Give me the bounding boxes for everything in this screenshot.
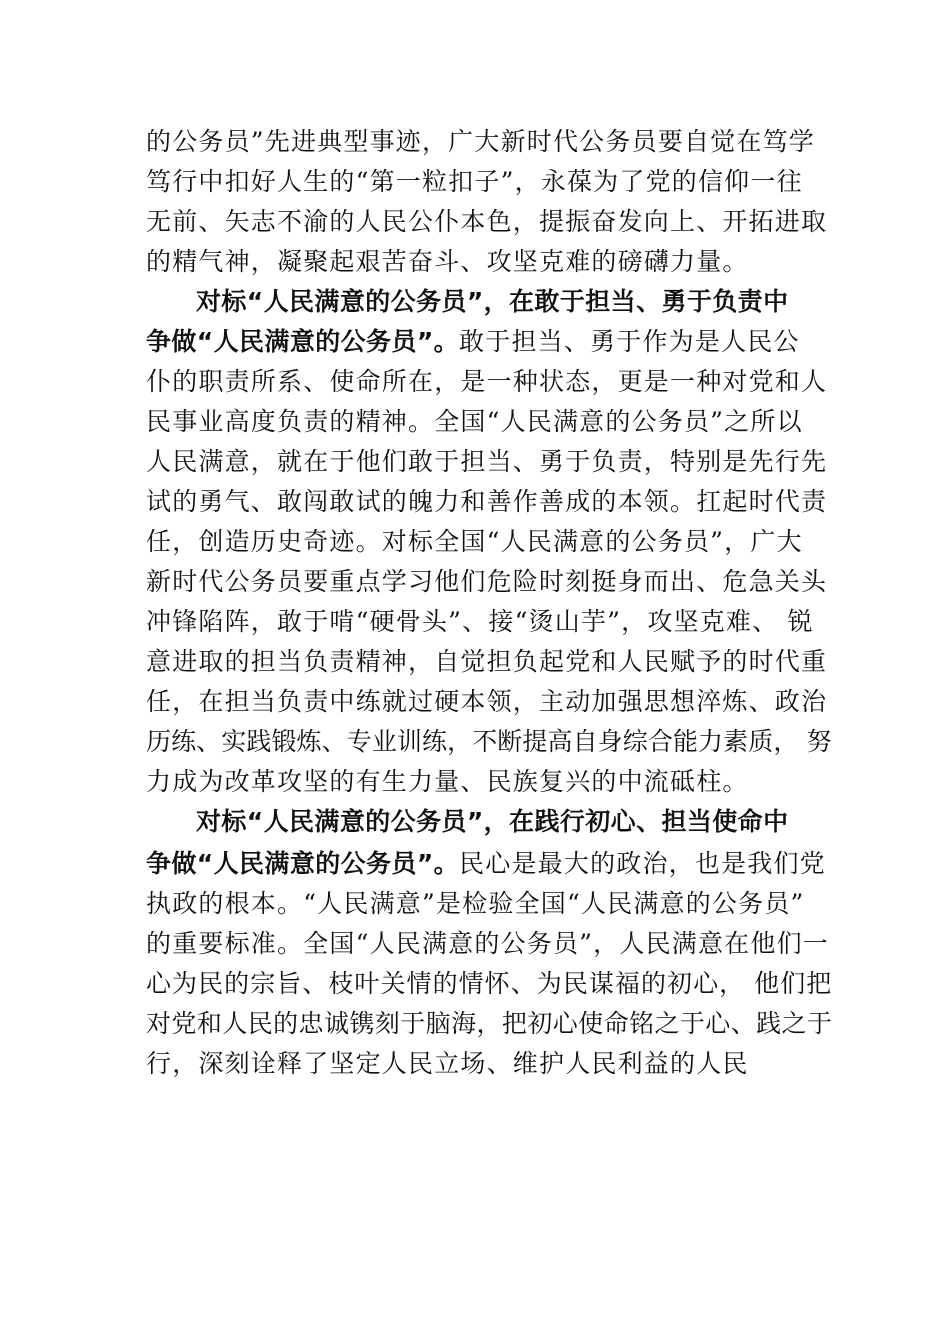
body-text-line: 任，创造历史奇迹。对标全国“人民满意的公务员”，广大 xyxy=(146,527,803,556)
body-text-fragment: 敢于担当、勇于作为是人民公 xyxy=(459,327,800,356)
body-text-line: 任，在担当负责中练就过硬本领，主动加强思想淬炼、政治 xyxy=(146,687,828,716)
body-text-line xyxy=(146,327,800,357)
body-text-line xyxy=(146,849,826,879)
body-text-line: 行，深刻诠释了坚定人民立场、维护人民利益的人民 xyxy=(146,1049,749,1078)
body-text-line: 的精气神，凝聚起艰苦奋斗、攻坚克难的磅礴力量。 xyxy=(146,247,749,276)
section-heading: 对标“人民满意的公务员”，在敢于担当、勇于负责中 xyxy=(196,287,789,316)
body-text-line: 心为民的宗旨、枝叶关情的情怀、为民谋福的初心， 他们把 xyxy=(146,969,833,998)
body-text-line: 对党和人民的忠诚镌刻于脑海，把初心使命铭之于心、践之于 xyxy=(146,1009,833,1038)
body-text-line: 笃行中扣好人生的“第一粒扣子”，永葆为了党的信仰一往 xyxy=(146,167,803,196)
body-text-line: 试的勇气、敢闯敢试的魄力和善作善成的本领。扛起时代责 xyxy=(146,487,828,516)
body-text-line: 的重要标准。全国“人民满意的公务员”，人民满意在他们一 xyxy=(146,929,829,958)
body-text-line: 仆的职责所系、使命所在，是一种状态，更是一种对党和人 xyxy=(146,367,828,396)
body-text-line: 执政的根本。“人民满意”是检验全国“人民满意的公务员” xyxy=(146,889,805,918)
body-text-line: 民事业高度负责的精神。全国“人民满意的公务员”之所以 xyxy=(146,407,803,436)
body-text-fragment: 民心是最大的政治，也是我们党 xyxy=(459,849,826,878)
body-text-line: 意进取的担当负责精神，自觉担负起党和人民赋予的时代重 xyxy=(146,647,828,676)
body-text-line: 的公务员”先进典型事迹，广大新时代公务员要自觉在笃学 xyxy=(146,127,815,156)
body-text-line: 历练、实践锻炼、专业训练，不断提高自身综合能力素质， 努 xyxy=(146,727,832,756)
body-text-line: 人民满意，就在于他们敢于担当、勇于负责，特别是先行先 xyxy=(146,447,828,476)
body-text-line: 冲锋陷阵，敢于啃“硬骨头”、接“烫山芋”，攻坚克难、 锐 xyxy=(146,607,814,636)
body-text-line: 新时代公务员要重点学习他们危险时刻挺身而出、危急关头 xyxy=(146,567,828,596)
section-heading-tail: 争做“人民满意的公务员”。 xyxy=(146,327,460,356)
section-heading: 对标“人民满意的公务员”，在践行初心、担当使命中 xyxy=(196,807,789,836)
body-text-line: 无前、矢志不渝的人民公仆本色，提振奋发向上、开拓进取 xyxy=(146,207,828,236)
body-text-line: 力成为改革攻坚的有生力量、民族复兴的中流砥柱。 xyxy=(146,767,749,796)
section-heading-tail: 争做“人民满意的公务员”。 xyxy=(146,849,460,878)
